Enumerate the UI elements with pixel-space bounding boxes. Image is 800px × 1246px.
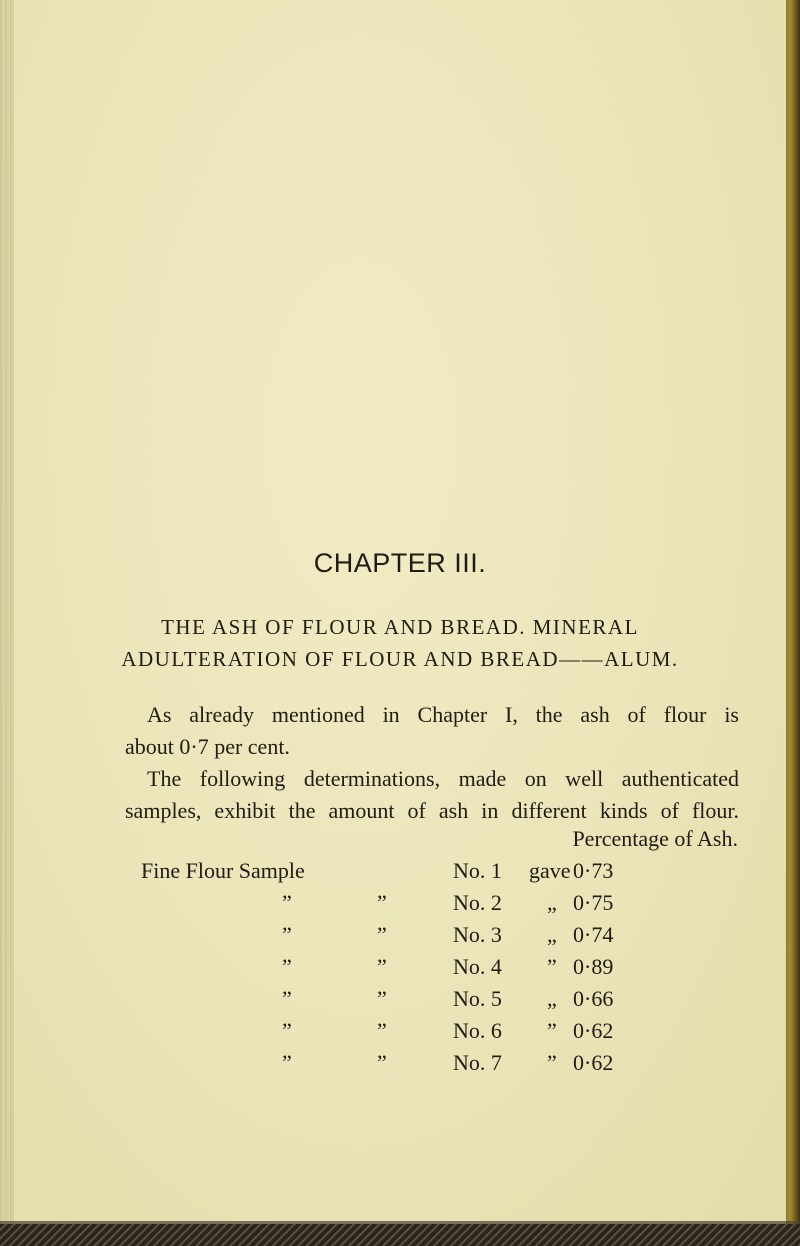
paragraph-1 — [125, 699, 739, 763]
ditto-mark: ” — [282, 1050, 292, 1075]
ditto-mark: ” — [282, 954, 292, 979]
paragraph-2-line-2: samples, exhibit the amount of ash in different kinds of flour. — [125, 798, 739, 823]
ash-value: 0·62 — [573, 1018, 614, 1043]
ash-value: 0·89 — [573, 954, 614, 979]
ditto-mark: ” — [282, 1018, 292, 1043]
ditto-mark: ” — [377, 986, 387, 1011]
table-row — [0, 1018, 800, 1050]
table-row — [0, 890, 800, 922]
ditto-mark: „ — [547, 986, 557, 1011]
sample-number: No. 2 — [453, 890, 502, 915]
ditto-mark: ” — [377, 922, 387, 947]
sample-number: No. 1 — [453, 858, 502, 883]
sample-label: Fine Flour Sample — [141, 858, 305, 883]
ditto-mark: ” — [547, 1050, 557, 1075]
paragraph-2-line-1: The following determinations, made on well authenticated — [147, 766, 739, 791]
ditto-mark: „ — [547, 922, 557, 947]
table-row — [0, 922, 800, 954]
sample-number: No. 5 — [453, 986, 502, 1011]
ash-value: 0·62 — [573, 1050, 614, 1075]
ditto-mark: ” — [547, 1018, 557, 1043]
paragraph-2 — [125, 763, 739, 827]
sample-number: No. 4 — [453, 954, 502, 979]
section-heading-line-1: THE ASH OF FLOUR AND BREAD. MINERAL — [161, 615, 639, 639]
paragraph-1-line-1: As already mentioned in Chapter I, the ash of flour is — [147, 702, 739, 727]
paragraph-1-line-2: about 0·7 per cent. — [125, 734, 290, 759]
book-cover-edge — [0, 1224, 800, 1246]
ditto-mark: ” — [377, 890, 387, 915]
ditto-mark: ” — [377, 954, 387, 979]
section-heading-line-2: ADULTERATION OF FLOUR AND BREAD——ALUM. — [121, 647, 679, 671]
ditto-mark: ” — [377, 1050, 387, 1075]
ash-value: 0·75 — [573, 890, 614, 915]
ash-value: 0·74 — [573, 922, 614, 947]
sample-number: No. 6 — [453, 1018, 502, 1043]
ditto-mark: ” — [282, 986, 292, 1011]
ash-value: 0·66 — [573, 986, 614, 1011]
gave-label: gave — [529, 858, 571, 883]
sample-number: No. 7 — [453, 1050, 502, 1075]
sample-number: No. 3 — [453, 922, 502, 947]
table-row — [0, 954, 800, 986]
ditto-mark: „ — [547, 890, 557, 915]
ditto-mark: ” — [547, 954, 557, 979]
ditto-mark: ” — [282, 922, 292, 947]
ash-table — [0, 858, 800, 1082]
ash-value: 0·73 — [573, 858, 614, 883]
ditto-mark: ” — [377, 1018, 387, 1043]
table-row — [0, 858, 800, 890]
table-row — [0, 986, 800, 1018]
table-column-header: Percentage of Ash. — [572, 826, 738, 851]
table-row — [0, 1050, 800, 1082]
ditto-mark: ” — [282, 890, 292, 915]
chapter-title: CHAPTER III. — [313, 548, 487, 578]
